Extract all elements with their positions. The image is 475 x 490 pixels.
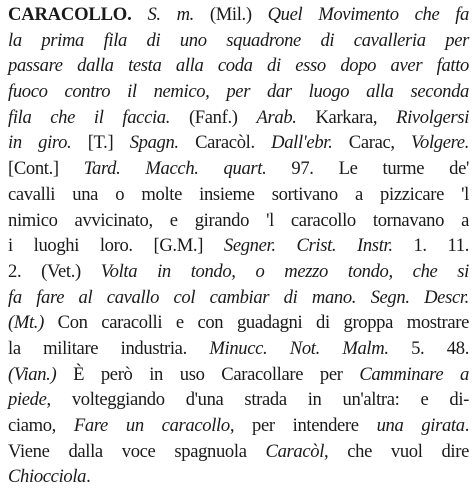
text-segment: la prima fila di uno squadrone di cavalleria per [8,29,469,51]
text-segment: Rivolgersi [396,106,470,128]
text-segment: S. m. [147,4,194,25]
text-segment: ciamo, [8,415,74,436]
text-segment: Fare un caracollo [73,415,230,436]
text-segment: 2. (Vet.) [8,260,101,282]
text-segment: Minucc. Not. Malm. [209,337,389,359]
text-segment: 97. Le turme de' [266,158,469,180]
text-segment: È però in uso Caracollare per [56,363,360,385]
text-segment: Karkara, [296,106,397,128]
text-segment: fuoco contro il nemico, per dar luogo alla seconda [8,81,469,103]
text-segment: [T.] [71,132,130,154]
text-segment: Caracòl [265,440,325,462]
text-segment: . [464,415,470,436]
text-segment: fa fare al cavallo col cambiar di mano. [8,286,357,308]
text-line [8,130,469,156]
text-segment [132,4,148,25]
text-segment: nimico avvicinato, e girando 'l caracollo tornavano a [8,209,469,231]
text-segment: Con caracolli e con guadagni di groppa mostrare [43,312,469,334]
text-line [8,53,469,79]
text-segment: Tard. Macch. quart. [83,158,267,180]
text-segment: Segn. Descr. [370,286,469,308]
text-line [8,28,469,54]
text-line [8,336,469,362]
text-line [8,105,469,131]
text-line [8,413,469,439]
text-segment: Dall'ebr. [271,132,333,154]
text-segment: Quel Movimento che fa [267,4,469,25]
text-segment: (Vian.) [8,363,57,385]
text-line [8,156,469,182]
text-segment: (Mt.) [8,312,44,334]
text-line [8,439,469,465]
headword: CARACOLLO. [8,4,132,25]
text-line [8,233,469,259]
text-segment: Caracòl. [178,132,272,154]
text-line [8,310,469,336]
text-line [8,208,469,234]
text-line [8,464,469,490]
text-segment: (Mil.) [193,4,268,25]
text-segment: una girata [376,415,465,436]
text-segment: Volta in tondo, o mezzo tondo, che si [100,260,469,282]
text-line [8,182,469,208]
text-segment: Volgere. [411,132,470,154]
text-segment: Camminare a [359,363,469,385]
text-segment: 5. 48. [388,337,470,359]
text-segment: 1. 11. [392,235,470,257]
text-segment: [Cont.] [8,158,84,180]
text-line [8,259,469,285]
text-segment: , per intendere [229,415,377,436]
text-line [8,2,469,28]
text-segment [356,287,370,308]
text-segment: , che vuol dire [324,440,469,462]
text-line [8,285,469,311]
text-segment: Viene dalla voce spagnuola [8,440,266,462]
text-line [8,79,469,105]
text-segment: cavalli una o molte insieme sortivano a pizzicare 'l [8,183,469,205]
text-segment: Chiocciola [8,466,87,488]
text-segment: piede [8,389,47,411]
text-segment: fila che il faccia. [8,106,171,128]
text-segment: in giro. [8,132,72,154]
text-segment: Spagn. [129,132,179,154]
text-segment: la militare industria. [8,337,210,359]
text-segment: (Fanf.) [170,106,257,128]
text-segment: Arab. [256,106,297,128]
text-segment: Segner. Crist. Instr. [223,235,393,257]
text-line [8,387,469,413]
text-segment: i luoghi loro. [G.M.] [8,235,224,257]
text-line [8,362,469,388]
text-segment: , volteggiando d'una strada in un'altra: e di- [46,389,469,411]
text-segment: . [86,466,91,488]
text-segment: passare dalla testa alla coda di esso dopo aver fatto [8,55,469,77]
text-segment: Carac, [332,132,412,154]
